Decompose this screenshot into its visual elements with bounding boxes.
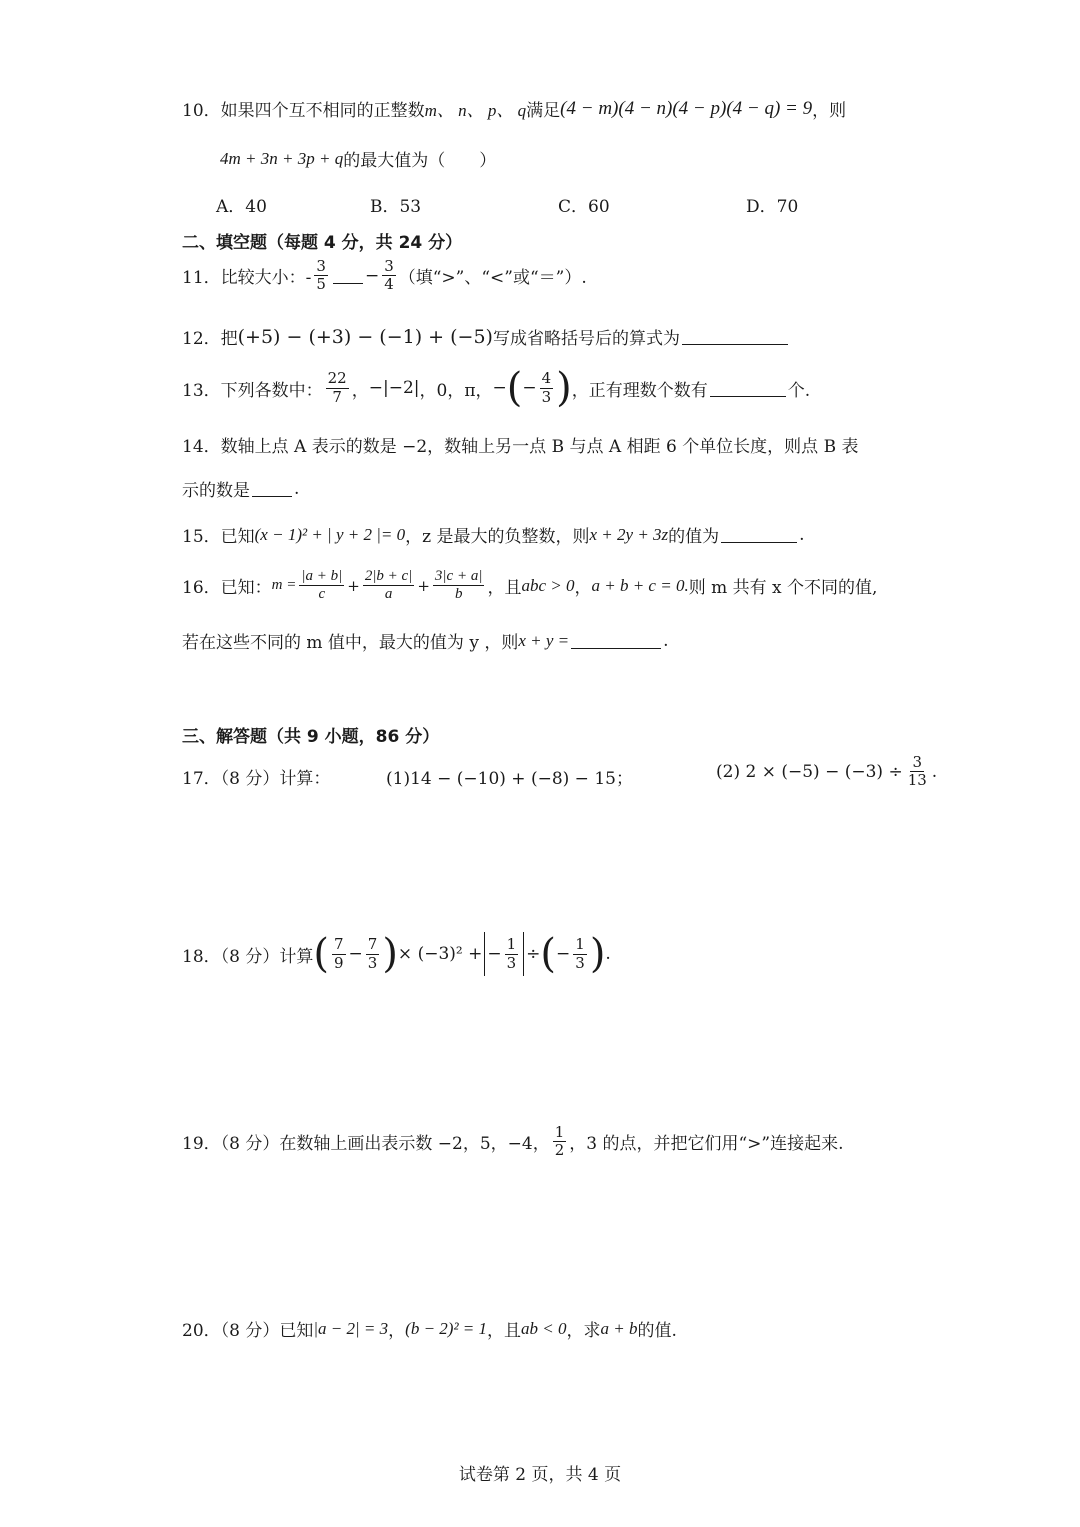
option-c: C．60 bbox=[558, 197, 610, 217]
q15-text-3: 的值为 bbox=[668, 527, 720, 547]
q11-frac2-den: 4 bbox=[384, 275, 394, 294]
q10-vars: m、 n、 p、 q bbox=[424, 101, 527, 120]
answer-blank bbox=[710, 380, 786, 397]
answer-blank bbox=[252, 480, 292, 497]
absolute-value bbox=[484, 932, 524, 976]
fraction bbox=[382, 258, 396, 294]
q20-text-4: 的值. bbox=[637, 1321, 677, 1341]
q19-frac-num: 1 bbox=[554, 1123, 565, 1141]
option-a: A．40 bbox=[216, 197, 267, 217]
fraction bbox=[553, 1124, 567, 1160]
q11-minus: − bbox=[364, 265, 380, 286]
plus-sign: + bbox=[417, 576, 430, 595]
option-b: B．53 bbox=[370, 197, 422, 217]
q20-expr-4: a + b bbox=[600, 1318, 638, 1338]
q18-frac4-num: 1 bbox=[575, 935, 585, 954]
q16-comma: ， bbox=[574, 578, 592, 599]
q18-frac1-num: 7 bbox=[333, 935, 344, 954]
q20-text-3: ，求 bbox=[566, 1321, 601, 1341]
q13-text-2: ，0，π， bbox=[419, 380, 493, 401]
q13-frac2-den: 3 bbox=[541, 387, 552, 406]
question-number: 10． bbox=[182, 101, 221, 121]
q16-cond-1: abc > 0 bbox=[521, 575, 575, 595]
right-paren: ) bbox=[556, 365, 572, 411]
fraction bbox=[332, 936, 346, 972]
q11-frac1-den: 5 bbox=[316, 275, 326, 294]
q17-tail: . bbox=[931, 761, 938, 782]
q13-text-3: ，正有理数个数有 bbox=[571, 380, 708, 401]
q16-text-2: ，且 bbox=[487, 578, 522, 599]
answer-blank bbox=[682, 328, 788, 345]
q20-expr-1: |a − 2| = 3 bbox=[313, 1318, 389, 1338]
q17-frac-num: 3 bbox=[912, 753, 923, 771]
q10-text-4: 的最大值为（ ） bbox=[343, 151, 497, 171]
fraction bbox=[314, 258, 328, 294]
question-10-line-1 bbox=[182, 96, 846, 121]
right-paren: ) bbox=[589, 931, 606, 977]
q11-frac2-num: 3 bbox=[384, 257, 394, 275]
q16-frac3-den: b bbox=[454, 586, 463, 603]
left-paren: ( bbox=[506, 365, 523, 411]
q11-frac1-num: 3 bbox=[316, 257, 326, 275]
q13-abs: −|−2| bbox=[368, 378, 420, 398]
answer-blank bbox=[571, 632, 661, 649]
question-10-line-2 bbox=[220, 146, 496, 171]
question-15 bbox=[182, 522, 805, 547]
q17-part2-text: (2) 2 × (−5) − (−3) ÷ bbox=[716, 761, 903, 782]
q16-frac2-num: 2|b + c| bbox=[363, 568, 415, 586]
fraction bbox=[299, 568, 344, 604]
q19-text-2: ，3 的点，并把它们用“>”连接起来. bbox=[569, 1134, 844, 1155]
q16-text-4: 若在这些不同的 m 值中，最大的值为 y ，则 bbox=[182, 633, 519, 653]
section-3-title: 三、解答题（共 9 小题，86 分） bbox=[182, 727, 440, 747]
question-13 bbox=[182, 365, 811, 411]
q12-expression: (+5) − (+3) − (−1) + (−5) bbox=[237, 325, 493, 348]
answer-blank bbox=[721, 526, 797, 543]
q13-frac2-num: 4 bbox=[541, 369, 552, 388]
q19-text: 19．（8 分）在数轴上画出表示数 −2，5，−4， bbox=[182, 1134, 550, 1155]
question-18 bbox=[182, 932, 611, 976]
q18-frac2-num: 7 bbox=[367, 935, 378, 954]
minus-sign: − bbox=[556, 944, 571, 964]
q18-tail: . bbox=[605, 944, 611, 964]
left-paren: ( bbox=[540, 931, 557, 977]
question-17-part-2 bbox=[716, 754, 937, 790]
q10-text-3: ，则 bbox=[812, 101, 847, 121]
fraction bbox=[433, 568, 485, 604]
q13-frac-den: 7 bbox=[332, 387, 342, 406]
q16-xy: x + y = bbox=[518, 630, 570, 650]
question-19 bbox=[182, 1124, 844, 1160]
left-paren: ( bbox=[313, 931, 329, 977]
question-17-part-1: (1)14 − (−10) + (−8) − 15； bbox=[386, 769, 633, 789]
q17-frac-den: 13 bbox=[907, 771, 927, 790]
fraction bbox=[505, 936, 519, 972]
question-14-line-2 bbox=[182, 476, 299, 501]
q17-text: 17．（8 分）计算： bbox=[182, 769, 331, 789]
fraction bbox=[540, 370, 554, 406]
q20-expr-3: ab < 0 bbox=[521, 1318, 567, 1338]
q14-text: 示的数是 bbox=[182, 481, 250, 501]
fraction bbox=[906, 754, 929, 790]
q20-text-2: ，且 bbox=[487, 1321, 522, 1341]
plus-sign: + bbox=[347, 576, 360, 595]
q13-inner-sign: − bbox=[522, 378, 537, 398]
q10-equation: (4 − m)(4 − n)(4 − p)(4 − q) = 9 bbox=[560, 97, 813, 119]
q18-frac1-den: 9 bbox=[333, 953, 344, 972]
q16-frac1-num: |a + b| bbox=[299, 568, 344, 586]
q16-frac3-num: 3|c + a| bbox=[433, 568, 485, 586]
answer-blank bbox=[333, 267, 363, 284]
question-16-line-1 bbox=[182, 568, 877, 604]
fraction bbox=[366, 936, 380, 972]
q18-div: ÷ bbox=[526, 944, 541, 964]
q16-text-3: 则 m 共有 x 个不同的值, bbox=[688, 578, 878, 599]
q15-text: 15．已知 bbox=[182, 527, 255, 547]
q15-expression: (x − 1)² + | y + 2 |= 0 bbox=[254, 524, 406, 544]
q15-text-2: ，z 是最大的负整数，则 bbox=[405, 527, 590, 547]
q18-frac3-num: 1 bbox=[506, 935, 517, 954]
q18-frac4-den: 3 bbox=[575, 953, 585, 972]
q16-m: m = bbox=[271, 577, 297, 594]
q10-expression: 4m + 3n + 3p + q bbox=[220, 148, 344, 168]
section-2-title: 二、填空题（每题 4 分，共 24 分） bbox=[182, 233, 463, 253]
q13-frac-num: 22 bbox=[327, 369, 347, 388]
q18-mid: × (−3)² + bbox=[397, 944, 483, 964]
q20-expr-2: (b − 2)² = 1 bbox=[405, 1318, 488, 1338]
question-16-line-2 bbox=[182, 628, 669, 653]
right-paren: ) bbox=[382, 931, 398, 977]
q16-tail: . bbox=[663, 630, 669, 651]
q15-tail: . bbox=[799, 524, 805, 545]
q16-frac1-den: c bbox=[318, 586, 326, 603]
question-20 bbox=[182, 1316, 677, 1341]
q10-text: 如果四个互不相同的正整数 bbox=[220, 101, 425, 121]
q16-frac2-den: a bbox=[384, 586, 393, 603]
q10-text-2: 满足 bbox=[526, 101, 561, 121]
minus-sign: − bbox=[348, 944, 363, 964]
fraction bbox=[326, 370, 349, 406]
q18-frac2-den: 3 bbox=[367, 953, 378, 972]
q13-comma: ， bbox=[351, 380, 369, 401]
q11-tail: （填“>”、“<”或“＝”）. bbox=[398, 268, 587, 289]
option-d: D．70 bbox=[746, 197, 799, 217]
q20-text: 20．（8 分）已知 bbox=[182, 1321, 314, 1341]
minus-sign: − bbox=[487, 944, 502, 964]
q15-expression-2: x + 2y + 3z bbox=[589, 524, 669, 544]
q11-text: 11．比较大小：- bbox=[182, 268, 312, 289]
q19-frac-den: 2 bbox=[554, 1141, 565, 1160]
q20-comma: ， bbox=[388, 1321, 406, 1341]
question-12 bbox=[182, 324, 790, 349]
fraction bbox=[573, 936, 587, 972]
q16-cond-2: a + b + c = 0. bbox=[591, 575, 689, 595]
q12-tail: 写成省略括号后的算式为 bbox=[492, 329, 680, 349]
q12-text: 12．把 bbox=[182, 329, 238, 349]
q16-text: 16．已知： bbox=[182, 578, 272, 599]
question-14-line-1: 14．数轴上点 A 表示的数是 −2，数轴上另一点 B 与点 A 相距 6 个单位长度，则点 B 表 bbox=[182, 437, 859, 457]
q18-frac3-den: 3 bbox=[506, 953, 517, 972]
q14-tail: . bbox=[294, 478, 300, 499]
q13-neg: − bbox=[492, 378, 507, 398]
q13-text: 13．下列各数中： bbox=[182, 380, 323, 401]
page-footer: 试卷第 2 页，共 4 页 bbox=[458, 1465, 622, 1485]
question-11 bbox=[182, 258, 587, 294]
q13-tail: 个. bbox=[787, 380, 811, 401]
q18-text: 18．（8 分）计算 bbox=[182, 946, 314, 967]
fraction bbox=[363, 568, 415, 604]
question-17 bbox=[182, 764, 330, 789]
